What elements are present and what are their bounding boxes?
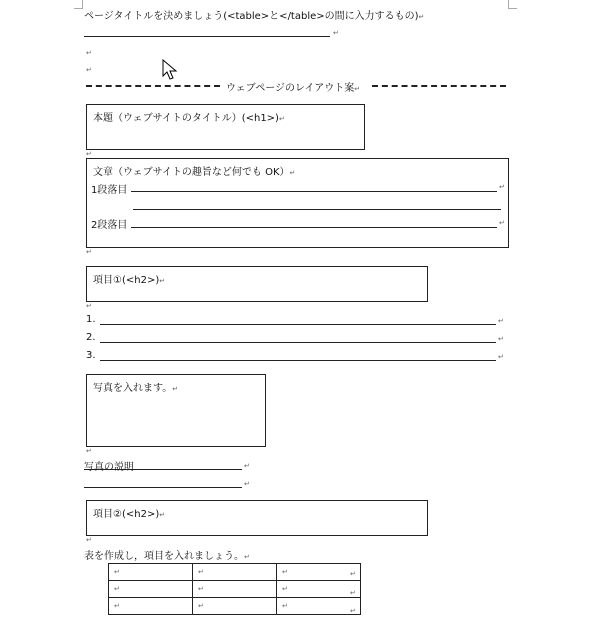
title-input-line[interactable]: [84, 36, 330, 37]
paragraph-mark: ↵: [86, 447, 92, 455]
list-item-line[interactable]: [100, 360, 496, 361]
text-box-label-text: 文章（ウェブサイトの趣旨など何でも OK）: [93, 167, 290, 178]
paragraph-mark: ↵: [333, 29, 339, 37]
paragraph-mark: ↵: [498, 353, 504, 361]
paragraph-mark: ↵: [498, 335, 504, 343]
paragraph-mark: ↵: [354, 85, 361, 93]
paragraph-mark: ↵: [499, 183, 505, 191]
text-content-box[interactable]: [86, 158, 509, 248]
h2-box2-label-text: 項目②(<h2>): [93, 509, 160, 520]
para1-line-2[interactable]: [133, 209, 501, 210]
paragraph-mark: ↵: [278, 115, 285, 123]
paragraph-mark: ↵: [350, 570, 356, 578]
table-row: [109, 581, 361, 598]
para2-line[interactable]: [131, 227, 497, 228]
paragraph-mark: ↵: [159, 277, 166, 285]
table-cell[interactable]: ↵: [193, 564, 277, 581]
h1-box-label: [93, 109, 285, 124]
layout-header: [226, 79, 360, 94]
layout-header-text: ウェブページのレイアウト案: [226, 83, 355, 94]
h2-item2-box[interactable]: [86, 500, 428, 536]
photo-box[interactable]: [86, 374, 266, 447]
photo-caption-line-2[interactable]: [84, 487, 242, 488]
list-item-line[interactable]: [100, 324, 496, 325]
mouse-pointer-icon: [162, 59, 178, 81]
table-cell[interactable]: ↵: [277, 598, 361, 615]
photo-caption-line[interactable]: [84, 469, 242, 470]
para1-line[interactable]: [131, 191, 497, 192]
table-cell[interactable]: ↵: [109, 564, 193, 581]
table-instruction-text: 表を作成し，項目を入れましょう。: [84, 551, 244, 562]
h2-box2-label: [93, 505, 165, 520]
paragraph-mark: ↵: [418, 13, 425, 21]
paragraph-mark: ↵: [86, 302, 92, 310]
layout-divider-right: [372, 85, 506, 87]
photo-caption-label: 写真の説明: [84, 462, 134, 473]
list-item-line[interactable]: [100, 342, 496, 343]
paragraph-mark: ↵: [86, 49, 92, 57]
title-instruction: [84, 7, 424, 22]
page-corner-mark-right: [508, 0, 517, 9]
paragraph-mark: ↵: [86, 536, 92, 544]
paragraph-mark: ↵: [86, 66, 92, 74]
h2-box1-label: [93, 271, 165, 286]
title-instruction-text: ページタイトルを決めましょう(<table>と</table>の間に入力するもの): [84, 11, 419, 22]
para1-label: 1段落目: [91, 185, 128, 196]
layout-divider-left: [86, 85, 220, 87]
paragraph-mark: ↵: [350, 607, 356, 615]
paragraph-mark: ↵: [289, 169, 296, 177]
table-cell[interactable]: ↵: [109, 598, 193, 615]
photo-box-label: [93, 379, 178, 394]
list-item-number: 2.: [86, 332, 96, 343]
table-instruction: [84, 547, 250, 562]
text-box-label: [93, 163, 295, 178]
table-row: [109, 598, 361, 615]
paragraph-mark: ↵: [86, 150, 92, 158]
paragraph-mark: ↵: [244, 480, 250, 488]
para2-label: 2段落目: [91, 220, 128, 231]
table-cell[interactable]: ↵: [109, 581, 193, 598]
h2-box1-label-text: 項目①(<h2>): [93, 275, 160, 286]
table-cell[interactable]: ↵: [277, 581, 361, 598]
table-cell[interactable]: ↵: [193, 581, 277, 598]
table-row: [109, 564, 361, 581]
page-corner-mark-left: [74, 0, 83, 9]
list-item-number: 1.: [86, 314, 96, 325]
paragraph-mark: ↵: [498, 317, 504, 325]
paragraph-mark: ↵: [499, 219, 505, 227]
h1-title-box[interactable]: [86, 104, 365, 150]
h1-box-label-text: 本題（ウェブサイトのタイトル）(<h1>): [93, 113, 279, 124]
paragraph-mark: ↵: [172, 385, 179, 393]
content-table: [108, 563, 361, 615]
paragraph-mark: ↵: [350, 589, 356, 597]
paragraph-mark: ↵: [159, 511, 166, 519]
paragraph-mark: ↵: [244, 462, 250, 470]
table-cell[interactable]: ↵: [277, 564, 361, 581]
table-cell[interactable]: ↵: [193, 598, 277, 615]
paragraph-mark: ↵: [86, 248, 92, 256]
layout-table: [108, 563, 361, 615]
list-item-number: 3.: [86, 350, 96, 361]
h2-item1-box[interactable]: [86, 266, 428, 302]
photo-box-label-text: 写真を入れます。: [93, 383, 173, 394]
paragraph-mark: ↵: [244, 553, 250, 561]
